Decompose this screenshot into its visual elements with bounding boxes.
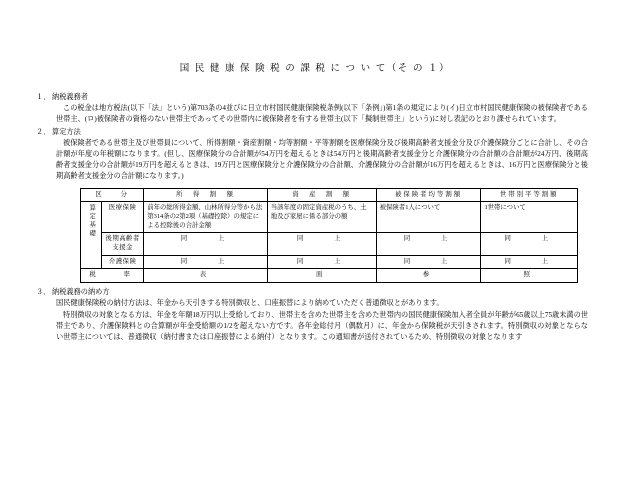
table-col-per-household: 世帯別平等割額: [481, 188, 578, 202]
row-asset-support: 同 上: [267, 233, 376, 255]
section-1-number: １．: [36, 93, 51, 101]
section-3: [32, 287, 588, 343]
row-perhousehold-support: 同 上: [481, 233, 578, 255]
row-asset-care: 同 上: [267, 255, 376, 269]
page-title: 国 民 健 康 保 険 税 の 課 税 に つ い て（そ の １）: [179, 64, 451, 74]
section-1-heading: [32, 92, 588, 102]
section-3-heading: [32, 287, 588, 297]
rate-row-cell-2: 面: [267, 269, 376, 283]
section-2: [32, 127, 588, 182]
section-1: [32, 92, 588, 125]
table-row: [81, 233, 578, 255]
row-perperson-support: 同 上: [376, 233, 481, 255]
calculation-basis-table: [80, 188, 578, 283]
section-3-paragraph-1: 国民健康保険税の納付方法は、年金から天引きする特別徴収と、口座振替により納めていただく普通徴収とがあります。: [56, 299, 444, 308]
rate-row-cell-3: 参: [376, 269, 481, 283]
section-3-title: 納税義務の納め方: [52, 287, 110, 296]
section-1-title: 納税義務者: [52, 93, 88, 101]
document-page: [0, 60, 630, 500]
rate-row-cell-4: 照: [481, 269, 578, 283]
row-category-medical: 医療保険: [102, 202, 144, 233]
row-category-support: 後期高齢者支援金: [102, 233, 144, 255]
rate-row-label: 税 率: [81, 269, 144, 283]
section-2-paragraph-1: 被保険者である世帯主及び世帯員について、所得割額・資産割額・均等割額・平等割額を医療保険分及び後期高齢者支援金分及び介護保険分ごとに合計し、その合計額が年度の年税額になります。(但し、医療保険分の合計額が54万円を超えるときは54万円と後期高齢者支援金分と介護保険分の合計額の合計額が24万円、後期高齢者支援金分の合計額が19万円を超えるときは、19万円と医療保険分と介護保険分の合計額、介護保険分の合計額が16万円を超えるときは、16万円と医療保険分と後期高齢者支援金分の合計額になります。): [56, 139, 588, 180]
table-row: [81, 202, 578, 233]
row-perhousehold-care: 同 上: [481, 255, 578, 269]
table-col-per-person: 被保険者均等割額: [376, 188, 481, 202]
table-col-income: 所 得 割 額: [144, 188, 267, 202]
document-body: [0, 92, 630, 342]
table-col-category: 区 分: [81, 188, 144, 202]
table-row: [81, 255, 578, 269]
row-income-support: 同 上: [144, 233, 267, 255]
section-2-number: ２．: [36, 128, 51, 137]
section-1-paragraph-1: この税金は地方税法(以下「法」という)第703条の4並びに日立市村国民健康保険税条例(以下「条例」)第1条の規定により(イ)日立市村国民健康保険の被保険者である世帯主、(ロ)被保険者の資格のない世帯主であってその世帯内に被保険者を有する世帯主(以下「擬制世帯主」という)に対し表記のとおり課せられています。: [56, 104, 588, 124]
row-income-care: 同 上: [144, 255, 267, 269]
table-side-label: 算定基礎: [81, 202, 102, 269]
row-income-medical: 前年の総所得金額、山林所得分等から法第314条の2第2項（基礎控除）の規定による控除後の合計金額: [144, 202, 267, 233]
section-3-paragraph-2: 特別徴収の対象となる方は、年金を年額18万円以上受給しており、世帯主を含めた世帯主を含めた世帯内の国民健康保険加入者全員が年齢が65歳以上75歳未満の世帯主であり、介護保険料との合算額が年金受給額の1/2を超えない方です。各年金総付月（偶数月）に、年金から保険税が天引きされます。特別徴収の対象とならない世帯主については、普通徴収（納付書または口座振替による納付）となります。この通知書が送付されているため、特別徴収の対象となります: [56, 311, 588, 341]
rate-row-cell-1: 表: [144, 269, 267, 283]
section-2-heading: [32, 127, 588, 137]
table-rate-row: [81, 269, 578, 283]
row-perhousehold-medical: 1世帯について: [481, 202, 578, 233]
row-perperson-medical: 被保険者1人について: [376, 202, 481, 233]
table-col-asset: 資 産 割 額: [267, 188, 376, 202]
row-asset-medical: 当該年度の固定資産税のうち、土地及び家屋に係る部分の額: [267, 202, 376, 233]
row-perperson-care: 同 上: [376, 255, 481, 269]
row-category-care: 介護保険: [102, 255, 144, 269]
section-2-title: 算定方法: [52, 128, 81, 137]
table-header-row: [81, 188, 578, 202]
section-3-number: ３．: [36, 287, 51, 296]
